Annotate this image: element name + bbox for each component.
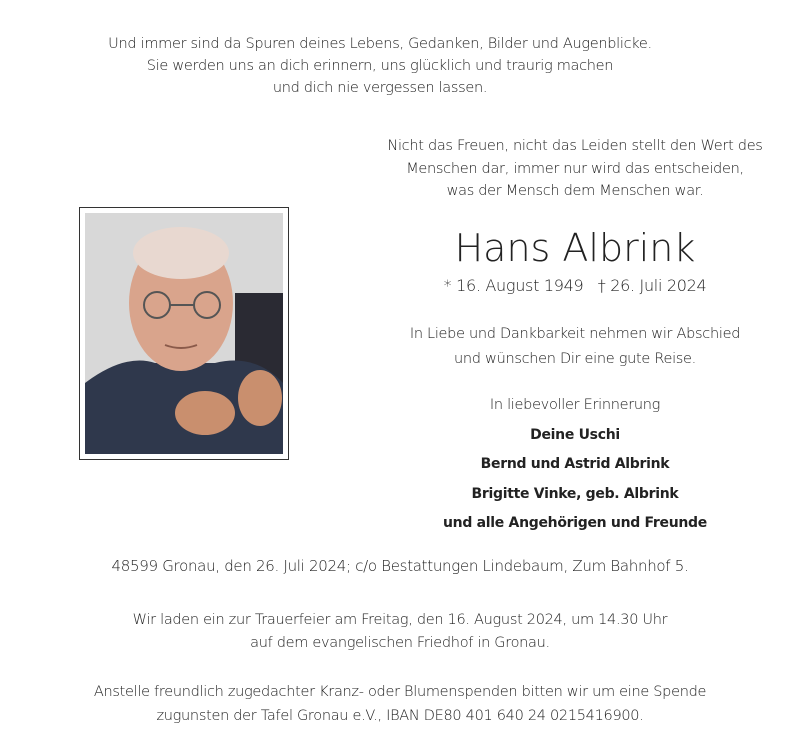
mourner: Deine Uschi (530, 426, 620, 443)
death-date: † 26. Juli 2024 (597, 276, 707, 295)
life-dates (380, 276, 770, 296)
quote-line: Sie werden uns an dich erinnern, uns glücklich und traurig machen (146, 58, 614, 74)
deceased-name: Hans Albrink (454, 226, 696, 270)
portrait-photo (85, 213, 283, 454)
memory-intro: In liebevoller Erinnerung (489, 397, 661, 413)
quote-line: und dich nie vergessen lassen. (272, 80, 488, 96)
second-quote (360, 135, 790, 203)
service-line: auf dem evangelischen Friedhof in Gronau. (250, 635, 550, 651)
quote-line: Nicht das Freuen, nicht das Leiden stellt den Wert des (387, 138, 763, 154)
opening-quote (0, 33, 760, 99)
portrait-illustration (85, 213, 283, 454)
mourners-block (380, 391, 770, 539)
quote-line: was der Mensch dem Menschen war. (446, 183, 704, 199)
place-date: 48599 Gronau, den 26. Juli 2024; c/o Bestattungen Lindebaum, Zum Bahnhof 5. (111, 557, 689, 575)
funeral-service-info (0, 609, 800, 655)
mourner: und alle Angehörigen und Freunde (443, 515, 707, 531)
donation-info (0, 680, 800, 728)
farewell-line: In Liebe und Dankbarkeit nehmen wir Abschied (409, 326, 741, 342)
donation-line: Anstelle freundlich zugedachter Kranz- oder Blumenspenden bitten wir um eine Spende (93, 684, 707, 700)
birth-date: * 16. August 1949 (443, 276, 584, 295)
mourner: Brigitte Vinke, geb. Albrink (471, 485, 679, 502)
service-line: Wir laden ein zur Trauerfeier am Freitag, den 16. August 2024, um 14.30 Uhr (132, 612, 668, 628)
quote-line: Menschen dar, immer nur wird das entscheiden, (406, 160, 744, 177)
donation-line: zugunsten der Tafel Gronau e.V., IBAN DE80 401 640 24 0215416900. (156, 708, 644, 724)
farewell-text (380, 322, 770, 372)
mourner: Bernd und Astrid Albrink (480, 456, 670, 472)
farewell-line: und wünschen Dir eine gute Reise. (454, 351, 696, 367)
portrait-photo-frame (79, 207, 289, 460)
quote-line: Und immer sind da Spuren deines Lebens, Gedanken, Bilder und Augenblicke. (108, 36, 652, 52)
